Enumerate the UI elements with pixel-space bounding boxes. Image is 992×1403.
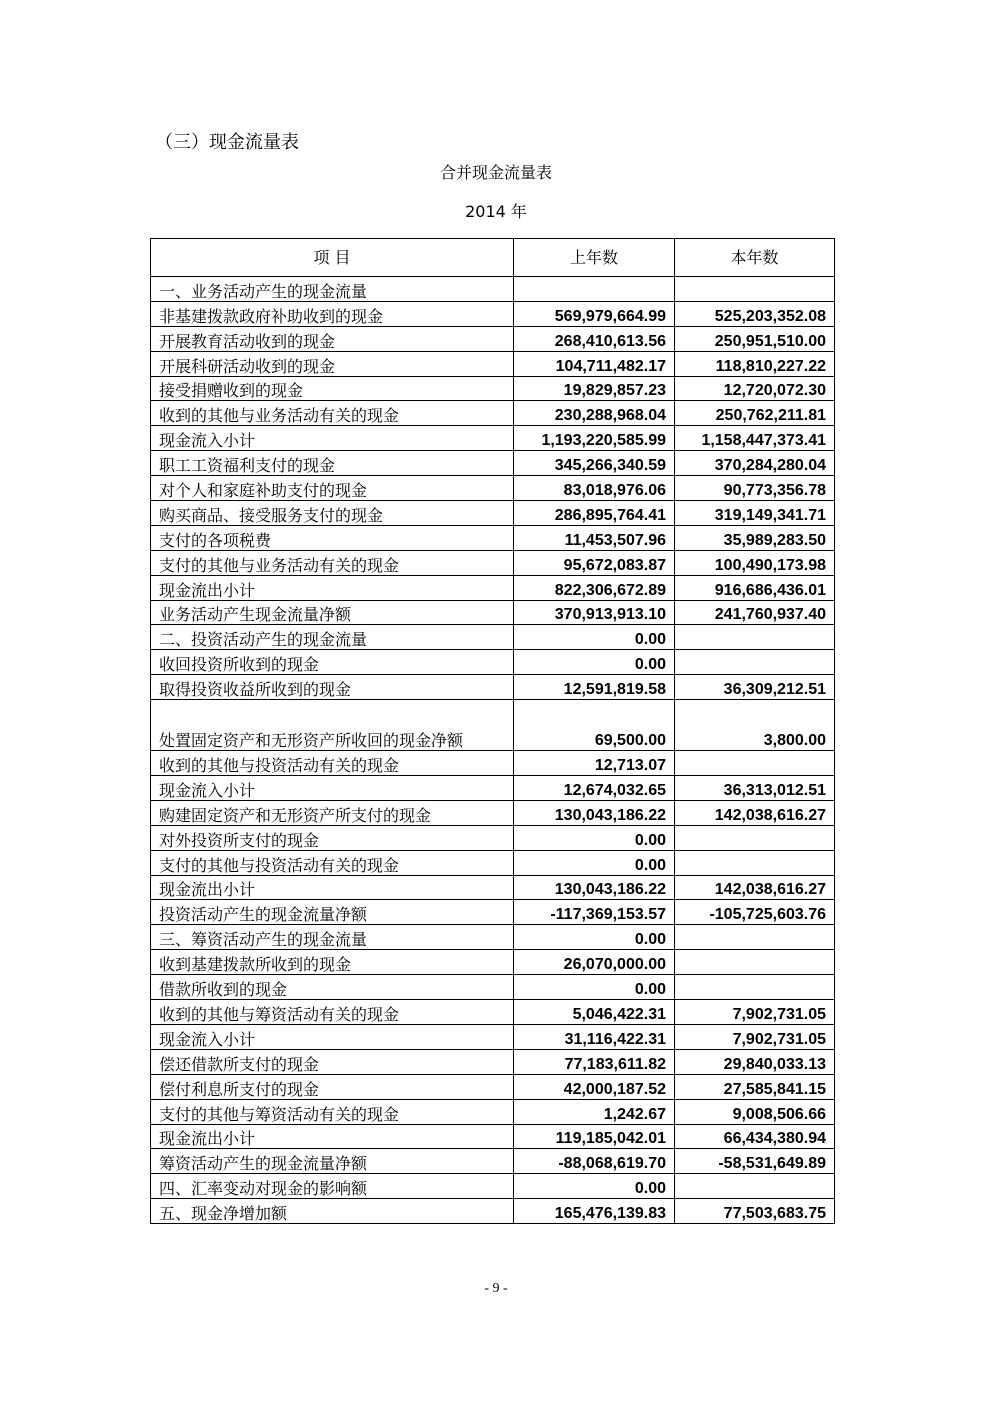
row-curr-value: 3,800.00: [675, 700, 835, 751]
row-label: 现金流入小计: [151, 776, 514, 801]
table-row: [151, 476, 835, 501]
row-curr-value: 29,840,033.13: [675, 1049, 835, 1074]
row-prev-value: 230,288,968.04: [514, 401, 675, 426]
row-label: 业务活动产生现金流量净额: [151, 600, 514, 625]
row-label: 五、现金净增加额: [151, 1199, 514, 1224]
row-curr-value: 7,902,731.05: [675, 1024, 835, 1049]
row-curr-value: 525,203,352.08: [675, 301, 835, 326]
table-row: [151, 1174, 835, 1199]
row-label: 非基建拨款政府补助收到的现金: [151, 301, 514, 326]
row-curr-value: 35,989,283.50: [675, 525, 835, 550]
row-curr-value: 100,490,173.98: [675, 550, 835, 575]
row-curr-value: [675, 850, 835, 875]
page-number: - 9 -: [484, 1281, 508, 1296]
row-curr-value: 7,902,731.05: [675, 1000, 835, 1025]
table-row: [151, 301, 835, 326]
row-label: 现金流出小计: [151, 1124, 514, 1149]
row-label: 借款所收到的现金: [151, 975, 514, 1000]
row-prev-value: 42,000,187.52: [514, 1074, 675, 1099]
row-curr-value: [675, 950, 835, 975]
row-curr-value: 36,313,012.51: [675, 776, 835, 801]
table-row: [151, 1074, 835, 1099]
row-prev-value: 0.00: [514, 650, 675, 675]
table-row: [151, 850, 835, 875]
row-curr-value: [675, 925, 835, 950]
table-row: [151, 776, 835, 801]
row-prev-value: 12,591,819.58: [514, 675, 675, 700]
row-prev-value: 104,711,482.17: [514, 351, 675, 376]
row-label: 职工工资福利支付的现金: [151, 451, 514, 476]
table-row: [151, 326, 835, 351]
row-curr-value: 66,434,380.94: [675, 1124, 835, 1149]
row-label: 开展教育活动收到的现金: [151, 326, 514, 351]
row-label: 四、汇率变动对现金的影响额: [151, 1174, 514, 1199]
table-row: [151, 501, 835, 526]
row-prev-value: 0.00: [514, 975, 675, 1000]
row-label: 支付的其他与筹资活动有关的现金: [151, 1099, 514, 1124]
row-label: 一、业务活动产生的现金流量: [151, 277, 514, 302]
table-row: [151, 376, 835, 401]
table-row: [151, 950, 835, 975]
row-label: 接受捐赠收到的现金: [151, 376, 514, 401]
row-curr-value: 241,760,937.40: [675, 600, 835, 625]
row-prev-value: 0.00: [514, 625, 675, 650]
table-row: [151, 975, 835, 1000]
row-prev-value: 1,242.67: [514, 1099, 675, 1124]
row-prev-value: 0.00: [514, 825, 675, 850]
table-row: [151, 751, 835, 776]
table-row: [151, 875, 835, 900]
table-row: [151, 550, 835, 575]
row-curr-value: 250,951,510.00: [675, 326, 835, 351]
row-prev-value: 569,979,664.99: [514, 301, 675, 326]
row-curr-value: -58,531,649.89: [675, 1149, 835, 1174]
row-curr-value: 370,284,280.04: [675, 451, 835, 476]
row-prev-value: 11,453,507.96: [514, 525, 675, 550]
row-prev-value: 1,193,220,585.99: [514, 426, 675, 451]
table-row: [151, 1149, 835, 1174]
table-row: [151, 1199, 835, 1224]
row-curr-value: 319,149,341.71: [675, 501, 835, 526]
row-label: 三、筹资活动产生的现金流量: [151, 925, 514, 950]
row-prev-value: 69,500.00: [514, 700, 675, 751]
section-heading: （三）现金流量表: [155, 132, 299, 153]
table-row: [151, 351, 835, 376]
table-row: [151, 1000, 835, 1025]
table-row: [151, 700, 835, 751]
table-row: [151, 650, 835, 675]
row-curr-value: [675, 825, 835, 850]
row-prev-value: 822,306,672.89: [514, 575, 675, 600]
row-prev-value: 83,018,976.06: [514, 476, 675, 501]
header-curr-year: 本年数: [675, 239, 835, 277]
row-label: 收到的其他与业务活动有关的现金: [151, 401, 514, 426]
row-label: 收到基建拨款所收到的现金: [151, 950, 514, 975]
row-prev-value: 31,116,422.31: [514, 1024, 675, 1049]
row-label: 收到的其他与投资活动有关的现金: [151, 751, 514, 776]
row-label: 支付的其他与业务活动有关的现金: [151, 550, 514, 575]
row-label: 对外投资所支付的现金: [151, 825, 514, 850]
row-curr-value: 12,720,072.30: [675, 376, 835, 401]
row-prev-value: 0.00: [514, 1174, 675, 1199]
row-prev-value: 286,895,764.41: [514, 501, 675, 526]
row-prev-value: 268,410,613.56: [514, 326, 675, 351]
table-row: [151, 625, 835, 650]
row-prev-value: 19,829,857.23: [514, 376, 675, 401]
table-row: [151, 1049, 835, 1074]
row-label: 支付的其他与投资活动有关的现金: [151, 850, 514, 875]
row-prev-value: 12,674,032.65: [514, 776, 675, 801]
row-label: 现金流出小计: [151, 875, 514, 900]
table-row: [151, 800, 835, 825]
table-row: [151, 451, 835, 476]
table-title: 合并现金流量表: [439, 163, 552, 182]
row-prev-value: 77,183,611.82: [514, 1049, 675, 1074]
table-row: [151, 900, 835, 925]
row-curr-value: [675, 751, 835, 776]
table-row: [151, 675, 835, 700]
row-label: 处置固定资产和无形资产所收回的现金净额: [151, 700, 514, 751]
row-label: 现金流出小计: [151, 575, 514, 600]
row-curr-value: 77,503,683.75: [675, 1199, 835, 1224]
row-prev-value: -117,369,153.57: [514, 900, 675, 925]
row-curr-value: [675, 625, 835, 650]
row-curr-value: 142,038,616.27: [675, 875, 835, 900]
row-prev-value: [514, 277, 675, 302]
row-curr-value: 1,158,447,373.41: [675, 426, 835, 451]
row-label: 偿付利息所支付的现金: [151, 1074, 514, 1099]
row-prev-value: 0.00: [514, 925, 675, 950]
row-curr-value: 36,309,212.51: [675, 675, 835, 700]
row-curr-value: [675, 277, 835, 302]
table-row: [151, 277, 835, 302]
table-row: [151, 426, 835, 451]
row-prev-value: 165,476,139.83: [514, 1199, 675, 1224]
row-prev-value: 5,046,422.31: [514, 1000, 675, 1025]
row-prev-value: 119,185,042.01: [514, 1124, 675, 1149]
row-label: 取得投资收益所收到的现金: [151, 675, 514, 700]
table-row: [151, 1124, 835, 1149]
row-label: 对个人和家庭补助支付的现金: [151, 476, 514, 501]
row-label: 投资活动产生的现金流量净额: [151, 900, 514, 925]
row-curr-value: -105,725,603.76: [675, 900, 835, 925]
row-curr-value: 9,008,506.66: [675, 1099, 835, 1124]
row-curr-value: 250,762,211.81: [675, 401, 835, 426]
header-item: 项 目: [151, 239, 514, 277]
table-row: [151, 825, 835, 850]
table-year: 2014 年: [465, 202, 527, 221]
row-curr-value: 27,585,841.15: [675, 1074, 835, 1099]
table-row: [151, 401, 835, 426]
row-prev-value: 95,672,083.87: [514, 550, 675, 575]
table-row: [151, 525, 835, 550]
row-prev-value: 0.00: [514, 850, 675, 875]
row-prev-value: 130,043,186.22: [514, 875, 675, 900]
row-curr-value: 142,038,616.27: [675, 800, 835, 825]
row-prev-value: 130,043,186.22: [514, 800, 675, 825]
row-prev-value: 370,913,913.10: [514, 600, 675, 625]
table-row: [151, 925, 835, 950]
row-label: 支付的各项税费: [151, 525, 514, 550]
row-label: 筹资活动产生的现金流量净额: [151, 1149, 514, 1174]
row-label: 开展科研活动收到的现金: [151, 351, 514, 376]
row-prev-value: -88,068,619.70: [514, 1149, 675, 1174]
table-row: [151, 1024, 835, 1049]
row-prev-value: 345,266,340.59: [514, 451, 675, 476]
row-label: 现金流入小计: [151, 426, 514, 451]
row-label: 购建固定资产和无形资产所支付的现金: [151, 800, 514, 825]
row-curr-value: 90,773,356.78: [675, 476, 835, 501]
cash-flow-table: [150, 238, 835, 1224]
table-header-row: [151, 239, 835, 277]
row-curr-value: [675, 1174, 835, 1199]
row-curr-value: [675, 650, 835, 675]
row-label: 现金流入小计: [151, 1024, 514, 1049]
table-row: [151, 1099, 835, 1124]
row-curr-value: 916,686,436.01: [675, 575, 835, 600]
row-curr-value: [675, 975, 835, 1000]
row-label: 二、投资活动产生的现金流量: [151, 625, 514, 650]
row-curr-value: 118,810,227.22: [675, 351, 835, 376]
row-prev-value: 26,070,000.00: [514, 950, 675, 975]
row-label: 购买商品、接受服务支付的现金: [151, 501, 514, 526]
row-label: 收回投资所收到的现金: [151, 650, 514, 675]
row-label: 收到的其他与筹资活动有关的现金: [151, 1000, 514, 1025]
header-prev-year: 上年数: [514, 239, 675, 277]
row-label: 偿还借款所支付的现金: [151, 1049, 514, 1074]
table-row: [151, 575, 835, 600]
table-row: [151, 600, 835, 625]
row-prev-value: 12,713.07: [514, 751, 675, 776]
